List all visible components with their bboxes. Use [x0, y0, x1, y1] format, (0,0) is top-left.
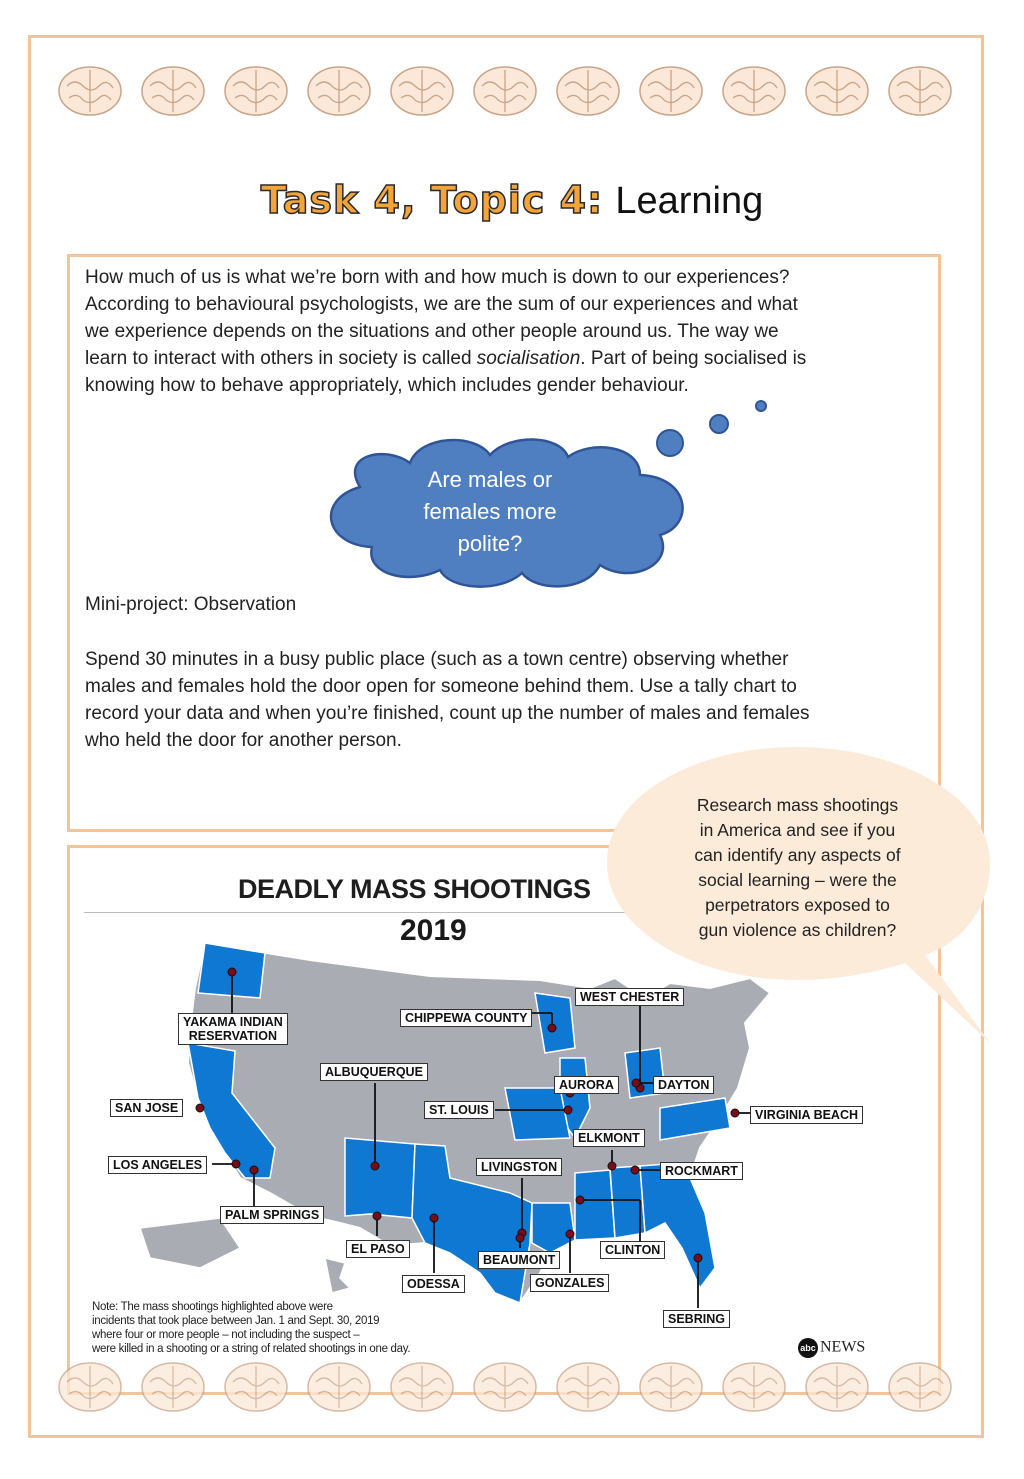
- label-virginia-beach: VIRGINIA BEACH: [750, 1106, 863, 1124]
- label-beaumont: BEAUMONT: [478, 1251, 560, 1269]
- brain-icon: [304, 1358, 374, 1416]
- intro-line: we experience depends on the situations and other people around us. The way we: [85, 321, 779, 342]
- intro-line: [85, 345, 925, 372]
- pin-el-paso: [373, 1212, 381, 1220]
- brain-icon: [470, 62, 540, 120]
- brain-icon: [304, 62, 374, 120]
- pin-st-louis: [564, 1106, 572, 1114]
- pin-sebring: [694, 1254, 702, 1262]
- pin-albuquerque: [371, 1162, 379, 1170]
- brain-icon: [387, 1358, 457, 1416]
- brain-icon: [138, 1358, 208, 1416]
- label-aurora: AURORA: [554, 1076, 619, 1094]
- brain-icon: [719, 62, 789, 120]
- pin-los-angeles: [232, 1160, 240, 1168]
- cloud-line: females more: [423, 499, 557, 524]
- state-georgia-florida: [640, 1163, 715, 1288]
- brain-icon: [221, 1358, 291, 1416]
- state-missouri: [505, 1088, 570, 1140]
- brain-icon: [553, 1358, 623, 1416]
- topic-name: Learning: [615, 180, 764, 222]
- pin-san-jose: [196, 1104, 204, 1112]
- brain-icon: [470, 1358, 540, 1416]
- project-line: Spend 30 minutes in a busy public place (such as a town centre) observing whether: [85, 649, 789, 670]
- state-alabama: [575, 1170, 615, 1240]
- intro-line: knowing how to behave appropriately, which includes gender behaviour.: [85, 375, 689, 396]
- pin-odessa: [430, 1214, 438, 1222]
- note-line: where four or more people – not including the suspect –: [92, 1329, 360, 1341]
- label-odessa: ODESSA: [402, 1275, 465, 1293]
- label-chippewa: CHIPPEWA COUNTY: [400, 1009, 532, 1027]
- brain-icon: [802, 1358, 872, 1416]
- intro-line: How much of us is what we’re born with and how much is down to our experiences?: [85, 267, 790, 288]
- map-year: 2019: [400, 914, 467, 947]
- brain-icon: [802, 62, 872, 120]
- label-yakama: [178, 1013, 288, 1045]
- intro-paragraph: [85, 264, 925, 399]
- speech-bubble-text: [670, 793, 925, 943]
- pin-chippewa: [548, 1024, 556, 1032]
- intro-text: learn to interact with others in society is called: [85, 348, 477, 369]
- speech-line: gun violence as children?: [698, 920, 897, 940]
- cloud-line: Are males or: [427, 467, 553, 492]
- speech-line: perpetrators exposed to: [705, 895, 890, 915]
- pin-palm-springs: [250, 1166, 258, 1174]
- brain-icon: [387, 62, 457, 120]
- brain-icon: [636, 62, 706, 120]
- brain-icon: [885, 1358, 955, 1416]
- speech-line: Research mass shootings: [696, 795, 899, 815]
- label-clinton: CLINTON: [600, 1241, 665, 1259]
- label-dayton: DAYTON: [653, 1076, 714, 1094]
- pin-beaumont: [516, 1234, 524, 1242]
- socialisation-term: socialisation: [476, 348, 581, 369]
- thought-cloud-text: [380, 464, 600, 560]
- brain-decoration-row-bottom: [55, 1358, 965, 1418]
- label-los-angeles: LOS ANGELES: [108, 1156, 207, 1174]
- brain-icon: [553, 62, 623, 120]
- note-line: incidents that took place between Jan. 1 and Sept. 30, 2019: [92, 1315, 380, 1327]
- speech-line: in America and see if you: [699, 820, 896, 840]
- project-instructions: [85, 646, 935, 754]
- intro-text: . Part of being socialised is: [580, 348, 807, 369]
- label-st-louis: ST. LOUIS: [424, 1101, 494, 1119]
- abc-news-logo: [798, 1338, 865, 1358]
- abc-news-text: NEWS: [820, 1338, 866, 1356]
- label-yakama-text: YAKAMA INDIAN RESERVATION: [183, 1015, 283, 1043]
- label-west-chester: WEST CHESTER: [575, 988, 684, 1006]
- project-line: record your data and when you’re finished, count up the number of males and females: [85, 703, 810, 724]
- pin-yakama: [228, 968, 236, 976]
- project-heading: Mini-project: Observation: [85, 594, 297, 615]
- page-title: [0, 178, 1024, 223]
- label-albuquerque: ALBUQUERQUE: [320, 1063, 428, 1081]
- brain-icon: [636, 1358, 706, 1416]
- state-new-mexico: [345, 1138, 415, 1218]
- state-alaska: [140, 1218, 240, 1268]
- speech-line: social learning – were the: [698, 870, 897, 890]
- pin-elkmont: [608, 1162, 616, 1170]
- brain-icon: [138, 62, 208, 120]
- brain-icon: [221, 62, 291, 120]
- pin-rockmart: [631, 1166, 639, 1174]
- label-elkmont: ELKMONT: [573, 1129, 645, 1147]
- pin-gonzales: [566, 1230, 574, 1238]
- intro-line: According to behavioural psychologists, we are the sum of our experiences and what: [85, 294, 798, 315]
- abc-logo-mark: abc: [798, 1338, 818, 1358]
- note-line: were killed in a shooting or a string of related shootings in one day.: [92, 1343, 411, 1355]
- label-palm-springs: PALM SPRINGS: [220, 1206, 324, 1224]
- state-hawaii: [325, 1258, 350, 1293]
- label-sebring: SEBRING: [663, 1310, 730, 1328]
- brain-icon: [885, 62, 955, 120]
- brain-decoration-row-top: [55, 62, 965, 122]
- label-el-paso: EL PASO: [346, 1240, 410, 1258]
- pin-clinton: [576, 1196, 584, 1204]
- pin-west-chester: [632, 1079, 640, 1087]
- speech-line: can identify any aspects of: [694, 845, 901, 865]
- map-note: [92, 1300, 410, 1356]
- project-line: who held the door for another person.: [85, 730, 402, 751]
- brain-icon: [719, 1358, 789, 1416]
- label-gonzales: GONZALES: [530, 1274, 609, 1292]
- label-livingston: LIVINGSTON: [476, 1158, 562, 1176]
- cloud-line: polite?: [457, 531, 523, 556]
- map-title: DEADLY MASS SHOOTINGS: [238, 874, 591, 904]
- brain-icon: [55, 1358, 125, 1416]
- state-louisiana: [532, 1203, 575, 1253]
- task-topic-heading: Task 4, Topic 4:: [260, 178, 604, 222]
- brain-icon: [55, 62, 125, 120]
- pin-virginia-beach: [731, 1109, 739, 1117]
- note-line: Note: The mass shootings highlighted above were: [92, 1301, 333, 1313]
- label-san-jose: SAN JOSE: [110, 1099, 183, 1117]
- label-rockmart: ROCKMART: [660, 1162, 743, 1180]
- project-line: males and females hold the door open for someone behind them. Use a tally chart to: [85, 676, 797, 697]
